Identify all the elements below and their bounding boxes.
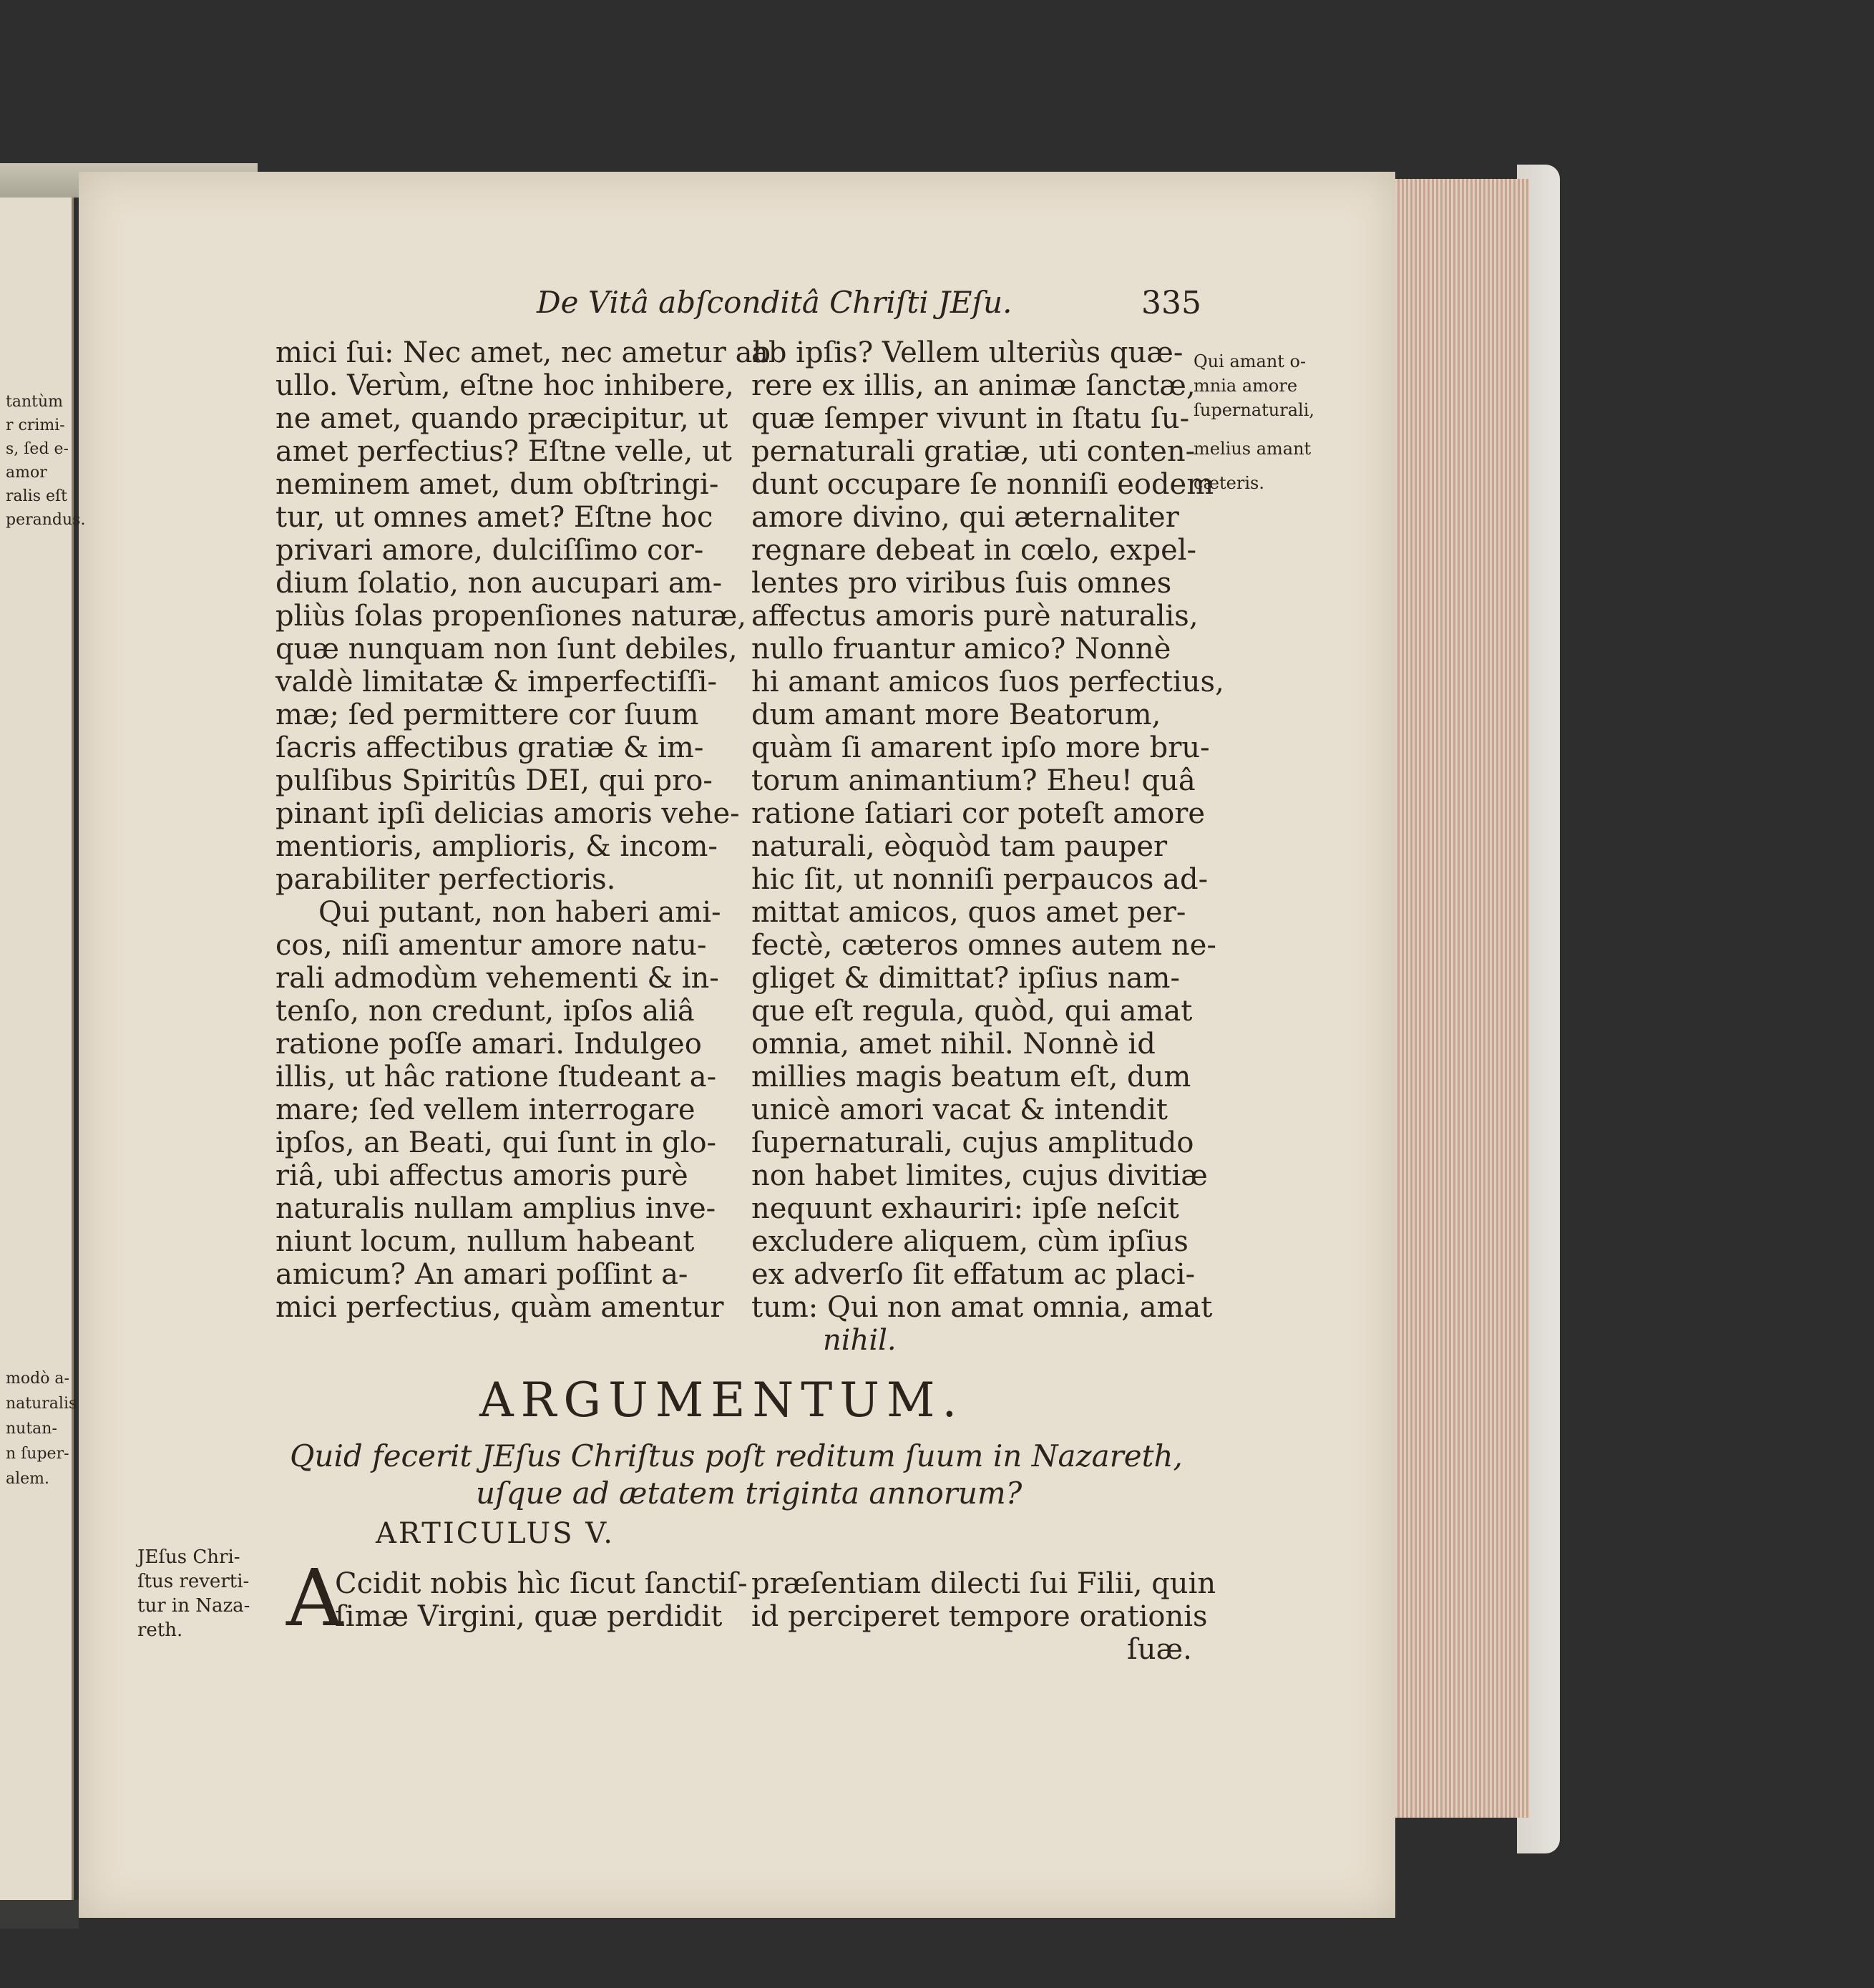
text-line: regnare debeat in cœlo, expel-: [751, 534, 1197, 567]
text-line: quæ nunquam non ſunt debiles,: [275, 633, 738, 666]
margin-note-line: Qui amant o-: [1194, 351, 1307, 371]
text-line: mare; ſed vellem interrogare: [275, 1093, 696, 1126]
text-line: dunt occupare ſe nonniſi eodem: [751, 468, 1214, 501]
running-title: De Vitâ abſconditâ Chriſti JEſu.: [537, 285, 1012, 320]
text-line: excludere aliquem, cùm ipſius: [751, 1225, 1189, 1258]
page-edges: [1392, 179, 1529, 1818]
text-line: valdè limitatæ & imperfectiſſi-: [275, 666, 717, 698]
fragment: n ſuper-: [6, 1445, 69, 1463]
margin-note-line: tur in Naza-: [137, 1595, 250, 1617]
text-line: millies magis beatum eſt, dum: [751, 1061, 1191, 1093]
text-line: ratione ſatiari cor poteſt amore: [751, 797, 1206, 830]
margin-note-line: melius amant: [1194, 439, 1312, 459]
text-line: que eſt regula, quòd, qui amat: [751, 995, 1193, 1028]
text-line: pernaturali gratiæ, uti conten-: [751, 435, 1196, 468]
text-line: ne amet, quando præcipitur, ut: [275, 402, 728, 435]
text-line: nullo fruantur amico? Nonnè: [751, 633, 1171, 666]
text-line: ſimæ Virgini, quæ perdidit: [335, 1600, 723, 1633]
fragment: s, ſed e-: [6, 440, 69, 458]
fragment: tantùm: [6, 393, 63, 411]
text-line: mittat amicos, quos amet per-: [751, 896, 1186, 929]
text-line: ſuæ.: [1127, 1633, 1192, 1666]
fragment: modò a-: [6, 1370, 69, 1388]
text-line: Ccidit nobis hìc ſicut ſanctiſ-: [335, 1567, 748, 1600]
text-line: affectus amoris purè naturalis,: [751, 600, 1199, 633]
text-line: tenſo, non credunt, ipſos aliâ: [275, 995, 695, 1028]
text-line: ex adverſo ſit effatum ac placi-: [751, 1258, 1196, 1291]
articulus-heading: ARTICULUS V.: [376, 1517, 615, 1550]
text-line: mentioris, amplioris, & incom-: [275, 830, 718, 863]
text-line: dum amant more Beatorum,: [751, 698, 1161, 731]
text-line: ullo. Verùm, eſtne hoc inhibere,: [275, 369, 734, 402]
page-number: 335: [1141, 285, 1201, 321]
left-cover: [0, 1900, 79, 1929]
margin-note-line: mnia amore: [1194, 376, 1298, 396]
fragment: amor: [6, 464, 47, 482]
text-line: Qui putant, non haberi ami-: [318, 896, 721, 929]
text-line: fectè, cæteros omnes autem ne-: [751, 929, 1216, 962]
text-line: pulſibus Spiritûs DEI, qui pro-: [275, 764, 713, 797]
text-line: dium ſolatio, non aucupari am-: [275, 567, 723, 600]
margin-note-line: JEſus Chri-: [137, 1546, 240, 1568]
text-line: naturali, eòquòd tam pauper: [751, 830, 1168, 863]
fragment: alem.: [6, 1470, 50, 1488]
text-line: cos, niſi amentur amore natu-: [275, 929, 707, 962]
text-line: ipſos, an Beati, qui ſunt in glo-: [275, 1126, 717, 1159]
text-line: naturalis nullam amplius inve-: [275, 1192, 716, 1225]
text-line: hic ſit, ut nonniſi perpaucos ad-: [751, 863, 1209, 896]
text-line: nihil.: [823, 1324, 897, 1357]
text-line: omnia, amet nihil. Nonnè id: [751, 1028, 1156, 1061]
text-line: ab ipſis? Vellem ulteriùs quæ-: [751, 336, 1184, 369]
fragment: r crimi-: [6, 416, 65, 434]
margin-note-line: reth.: [137, 1619, 183, 1641]
text-line: rali admodùm vehementi & in-: [275, 962, 719, 995]
text-line: tur, ut omnes amet? Eſtne hoc: [275, 501, 713, 534]
text-line: parabiliter perfectioris.: [275, 863, 616, 896]
text-line: hi amant amicos ſuos perfectius,: [751, 666, 1224, 698]
text-line: unicè amori vacat & intendit: [751, 1093, 1168, 1126]
text-line: ſupernaturali, cujus amplitudo: [751, 1126, 1194, 1159]
text-line: mici ſui: Nec amet, nec ametur ab: [275, 336, 771, 369]
text-line: amore divino, qui æternaliter: [751, 501, 1179, 534]
text-line: niunt locum, nullum habeant: [275, 1225, 695, 1258]
text-line: præſentiam dilecti ſui Filii, quin: [751, 1567, 1216, 1600]
text-line: pliùs ſolas propenſiones naturæ,: [275, 600, 747, 633]
text-line: gliget & dimittat? ipſius nam-: [751, 962, 1180, 995]
text-line: quæ ſemper vivunt in ſtatu ſu-: [751, 402, 1190, 435]
text-line: torum animantium? Eheu! quâ: [751, 764, 1196, 797]
text-line: amicum? An amari poſſint a-: [275, 1258, 688, 1291]
text-line: illis, ut hâc ratione ſtudeant a-: [275, 1061, 717, 1093]
drop-cap: A: [286, 1552, 343, 1644]
text-line: rere ex illis, an animæ ſanctæ,: [751, 369, 1196, 402]
text-line: mici perfectius, quàm amentur: [275, 1291, 724, 1324]
fragment: ralis eſt: [6, 487, 67, 505]
argument-subtitle: uſque ad ætatem triginta annorum?: [476, 1476, 1023, 1511]
margin-note-line: ſtus reverti-: [137, 1571, 250, 1592]
text-line: tum: Qui non amat omnia, amat: [751, 1291, 1213, 1324]
fragment: nutan-: [6, 1420, 57, 1438]
text-line: nequunt exhauriri: ipſe neſcit: [751, 1192, 1179, 1225]
text-line: quàm ſi amarent ipſo more bru-: [751, 731, 1210, 764]
text-line: riâ, ubi affectus amoris purè: [275, 1159, 688, 1192]
fragment: naturalis: [6, 1395, 77, 1413]
text-line: pinant ipſi delicias amoris vehe-: [275, 797, 740, 830]
argument-subtitle: Quid fecerit JEſus Chriſtus poſt reditum ſuum in Nazareth,: [290, 1438, 1183, 1473]
text-line: neminem amet, dum obſtringi-: [275, 468, 719, 501]
text-line: ratione poſſe amari. Indulgeo: [275, 1028, 702, 1061]
text-line: id perciperet tempore orationis: [751, 1600, 1208, 1633]
text-line: mæ; ſed permittere cor ſuum: [275, 698, 699, 731]
fragment: perandus.: [6, 511, 86, 529]
text-line: ſacris affectibus gratiæ & im-: [275, 731, 704, 764]
margin-note-line: cæteris.: [1194, 473, 1264, 493]
margin-note-line: ſupernaturali,: [1194, 400, 1315, 420]
text-line: privari amore, dulciſſimo cor-: [275, 534, 704, 567]
text-line: non habet limites, cujus divitiæ: [751, 1159, 1208, 1192]
text-line: lentes pro viribus ſuis omnes: [751, 567, 1172, 600]
text-line: amet perfectius? Eſtne velle, ut: [275, 435, 732, 468]
argument-title: ARGUMENTUM.: [479, 1373, 965, 1428]
